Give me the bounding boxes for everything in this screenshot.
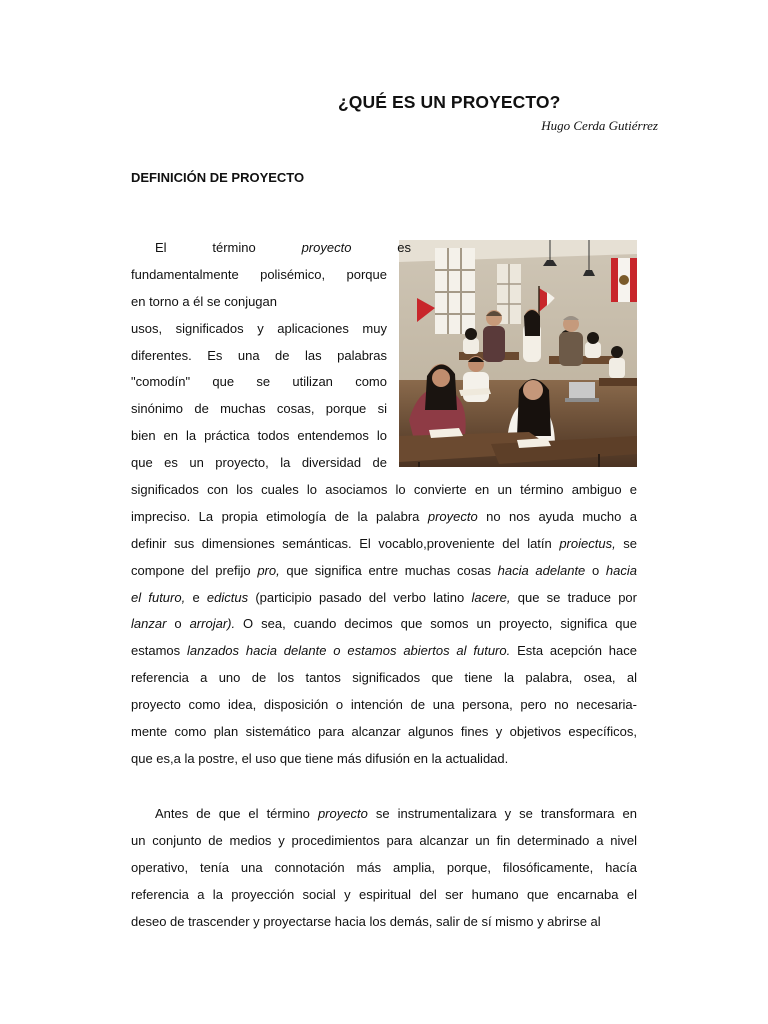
- text-run: El término: [155, 240, 302, 255]
- text-line: [131, 692, 637, 719]
- text-run: deseo de trascender y proyectarse hacia los demás, salir de sí mismo y abrirse al: [131, 913, 601, 929]
- text-run: Esta acepción hace: [510, 643, 638, 659]
- text-run: bien en la práctica todos entendemos lo: [131, 428, 387, 444]
- text-line: [131, 801, 637, 828]
- text-run: que se traduce por: [510, 589, 637, 605]
- text-line: [131, 719, 637, 746]
- author-name: Hugo Cerda Gutiérrez: [541, 118, 658, 133]
- text-run: significados con los cuales lo asociamos lo convierte en un término ambiguo e: [131, 482, 637, 498]
- text-run: que es,a la postre, el uso que tiene más difusión en la actualidad.: [131, 750, 509, 766]
- text-line: [131, 855, 637, 882]
- italic-term: hacia: [605, 562, 637, 578]
- text-run: e: [185, 589, 207, 605]
- text-line: [131, 369, 387, 396]
- text-run: referencia a la proyección social y espiritual del ser humano que encarnaba el: [131, 886, 637, 902]
- text-line: [131, 262, 387, 289]
- text-line: [131, 343, 387, 370]
- italic-term: lanzar: [131, 616, 167, 632]
- text-run: no nos ayuda mucho a: [477, 508, 638, 524]
- text-line: [131, 531, 637, 558]
- text-line: [131, 585, 637, 612]
- text-line: [131, 289, 387, 316]
- text-run: o: [585, 562, 606, 578]
- text-run: mente como plan sistemático para alcanzar algunos fines y objetivos específicos,: [131, 724, 637, 740]
- text-run: se instrumentalizara y se transformara en: [367, 806, 637, 821]
- text-run: referencia a uno de los tantos significados que tiene la palabra, osea, al: [131, 670, 637, 686]
- text-line: [131, 235, 411, 262]
- italic-term: proyecto: [301, 240, 352, 255]
- text-run: fundamentalmente polisémico, porque: [131, 266, 387, 282]
- text-run: es: [351, 240, 411, 255]
- text-run: O sea, cuando decimos que somos un proyecto, significa que: [235, 616, 637, 632]
- italic-term: el futuro,: [131, 589, 186, 605]
- paragraph-history: [131, 801, 637, 935]
- text-run: se: [615, 535, 637, 551]
- text-line: [131, 638, 637, 665]
- text-line: [131, 882, 637, 909]
- italic-term: arrojar).: [189, 616, 236, 632]
- italic-term: lanzados hacia delante o estamos abiertos al futuro.: [186, 643, 511, 659]
- text-run: compone del prefijo: [131, 562, 258, 578]
- italic-term: pro,: [257, 562, 280, 578]
- italic-term: lacere,: [471, 589, 511, 605]
- text-run: que es un proyecto, la diversidad de: [131, 455, 387, 471]
- section-heading: DEFINICIÓN DE PROYECTO: [131, 170, 305, 185]
- text-line: [131, 396, 387, 423]
- paragraph-definition: [131, 235, 637, 773]
- text-run: estamos: [131, 643, 187, 659]
- text-run: sinónimo de muchas cosas, porque si: [131, 401, 387, 417]
- text-run: en torno a él se conjugan: [131, 293, 277, 309]
- text-run: o: [166, 616, 190, 632]
- text-line: [131, 746, 637, 773]
- text-line: [131, 909, 637, 936]
- document-title: ¿QUÉ ES UN PROYECTO?: [338, 92, 561, 112]
- italic-term: hacia adelante: [497, 562, 586, 578]
- text-line: [131, 558, 637, 585]
- text-line: [131, 611, 637, 638]
- italic-term: proyecto: [427, 508, 478, 524]
- text-line: [131, 450, 387, 477]
- text-run: (participio pasado del verbo latino: [248, 589, 472, 605]
- text-run: que significa entre muchas cosas: [279, 562, 498, 578]
- italic-term: proiectus,: [559, 535, 616, 551]
- text-run: Antes de que el término: [155, 806, 318, 821]
- italic-term: edictus: [206, 589, 249, 605]
- text-line: [131, 504, 637, 531]
- italic-term: proyecto: [317, 806, 368, 821]
- text-run: definir sus dimensiones semánticas. El vocablo,proveniente del latín: [131, 535, 560, 551]
- text-line: [131, 665, 637, 692]
- text-run: "comodín" que se utilizan como: [131, 374, 387, 390]
- text-run: usos, significados y aplicaciones muy: [131, 320, 387, 336]
- text-run: un conjunto de medios y procedimientos para alcanzar un fin determinado a nivel: [131, 832, 637, 848]
- text-line: [131, 423, 387, 450]
- text-run: diferentes. Es una de las palabras: [131, 347, 387, 363]
- text-line: [131, 477, 637, 504]
- text-run: proyecto como idea, disposición o intención de una persona, pero no necesaria-: [131, 697, 637, 713]
- text-run: impreciso. La propia etimología de la palabra: [131, 508, 428, 524]
- text-run: operativo, tenía una connotación más amplia, porque, filosóficamente, hacía: [131, 859, 637, 875]
- text-line: [131, 316, 387, 343]
- text-line: [131, 828, 637, 855]
